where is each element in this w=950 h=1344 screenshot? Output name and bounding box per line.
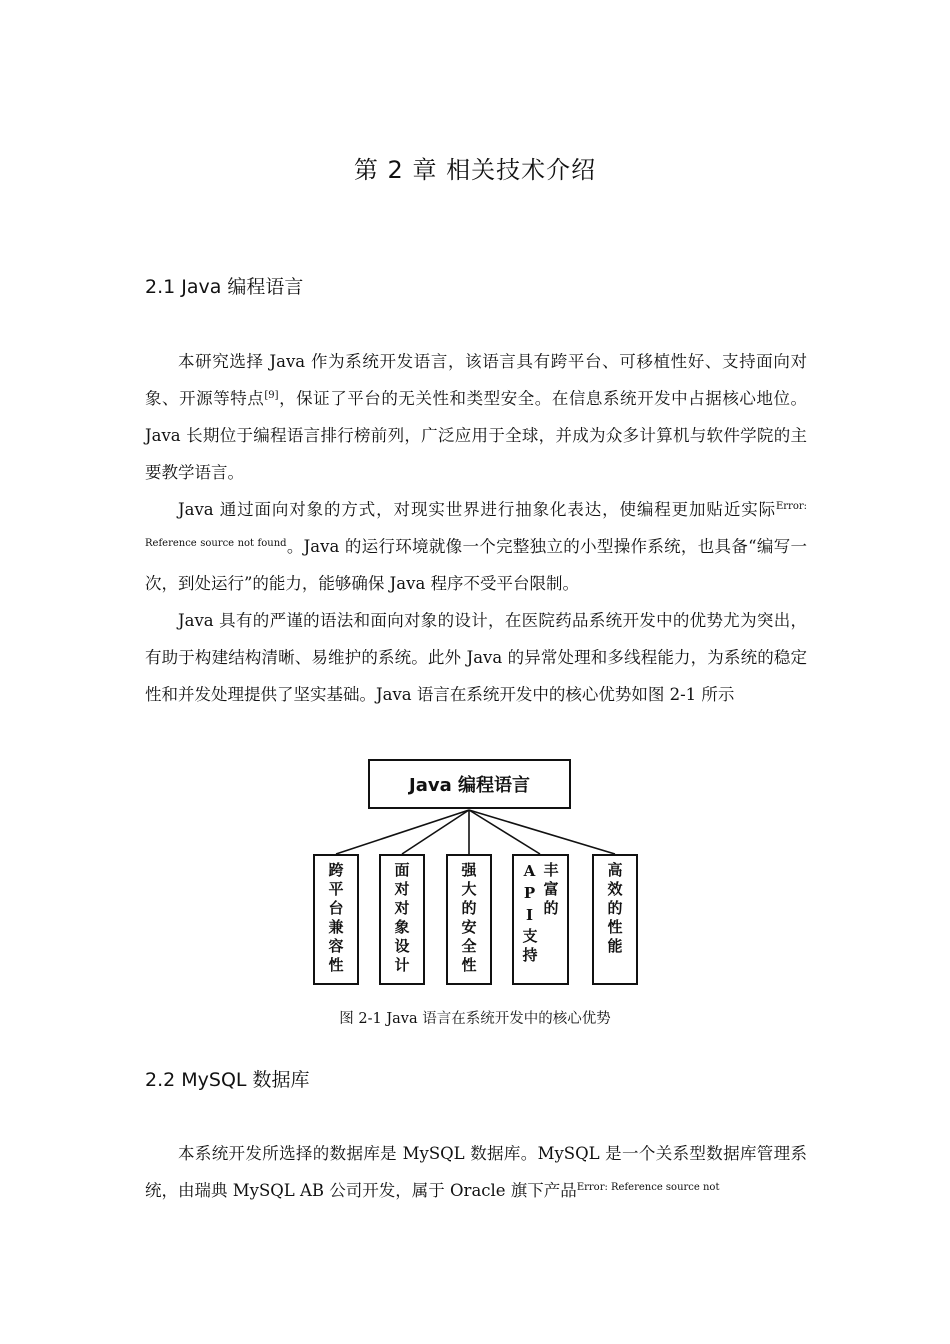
- figure-caption: 图 2-1 Java 语言在系统开发中的核心优势: [339, 1011, 611, 1027]
- diagram-node-api-support: [512, 854, 569, 985]
- connector-line: [469, 810, 540, 854]
- paragraph-text: 本系统开发所选择的数据库是 MySQL 数据库。MySQL 是一个关系型数据库管理系统，由瑞典 MySQL AB 公司开发，属于 Oracle 旗下产品: [145, 1144, 807, 1200]
- diagram-node-performance: [592, 854, 638, 985]
- reference-error[interactable]: Error: Reference source not: [576, 1182, 720, 1193]
- connector-line: [469, 810, 615, 854]
- diagram-node-security: [446, 854, 492, 985]
- diagram-node-cross-platform: [313, 854, 359, 985]
- section-heading-mysql: 2.2 MySQL 数据库: [145, 1069, 310, 1091]
- paragraph-mysql-intro: [145, 1135, 807, 1209]
- section-heading-java: 2.1 Java 编程语言: [145, 276, 304, 298]
- node-label: 跨平台兼容性: [326, 862, 345, 976]
- paragraph-text: 本研究选择 Java 作为系统开发语言，该语言具有跨平台、可移植性好、支持面向对象、开源等特点: [145, 352, 807, 408]
- node-label: 强大的安全性: [459, 862, 478, 976]
- node-label: 面对对象设计: [392, 862, 411, 976]
- paragraph-text: ，保证了平台的无关性和类型安全。在信息系统开发中占据核心地位。Java 长期位于编程语言排行榜前列，广泛应用于全球，并成为众多计算机与软件学院的主要教学语言。: [145, 389, 808, 482]
- node-label: 高效的性能: [605, 862, 624, 957]
- paragraph-java-advantages: Java 具有的严谨的语法和面向对象的设计，在医院药品系统开发中的优势尤为突出，有助于构建结构清晰、易维护的系统。此外 Java 的异常处理和多线程能力，为系统的稳定性和并发处理提供了坚实基础。Java 语言在系统开发中的核心优势如图 2-1 所示: [145, 611, 807, 704]
- chapter-title: 第 2 章 相关技术介绍: [353, 156, 597, 184]
- paragraph-text: Java 通过面向对象的方式，对现实世界进行抽象化表达，使编程更加贴近实际: [178, 500, 776, 519]
- paragraph-text: 。Java 的运行环境就像一个完整独立的小型操作系统，也具备“编写一次，到处运行”的能力，能够确保 Java 程序不受平台限制。: [145, 537, 808, 593]
- paragraph-java-intro: [145, 343, 807, 491]
- diagram-root-node: Java 编程语言: [368, 759, 571, 809]
- diagram-node-oop-design: [379, 854, 425, 985]
- connector-line: [402, 810, 469, 854]
- java-advantages-diagram: [300, 755, 650, 995]
- reference-error[interactable]: Error: Reference source not found: [145, 501, 807, 549]
- connector-line: [336, 810, 469, 854]
- citation-9[interactable]: [9]: [264, 390, 279, 401]
- paragraph-java-oop: [145, 491, 807, 602]
- node-label: 丰富的API支持: [520, 862, 560, 966]
